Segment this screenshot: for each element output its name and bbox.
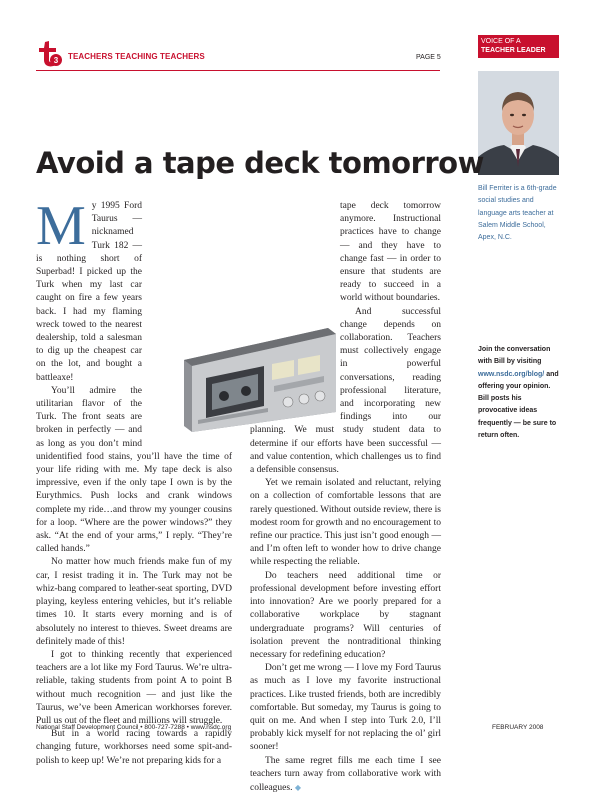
paragraph: And successful change depends on collaboration. Teachers must collectively engage in powerful conversations, reading professional literature, and incorporating new findings into our planning. We must study student data to determine if our efforts have been successful — and value contention, which challenges us to find a defensible consensus.: [250, 306, 441, 476]
drop-cap: M: [36, 195, 86, 257]
blog-invitation: [478, 344, 562, 442]
t3-logo: [36, 40, 62, 68]
paragraph: tape deck tomorrow anymore. Instructional practices have to change — and they have to change fast — in order to ensure that students are ready to succeed in a world without boundaries.: [340, 201, 441, 304]
author-photo: [478, 71, 559, 175]
article-headline: Avoid a tape deck tomorrow: [36, 146, 484, 180]
paragraph: But in a world racing towards a rapidly changing future, workhorses need some spit-and-polish to keep up! We’re not preparing kids for a: [36, 729, 232, 766]
paragraph: I got to thinking recently that experienced teachers are a lot like my Ford Taurus. We’re ultra-reliable, taking students from point A to point B without much recognition — and just like the Taurus, we’ve been American workhorses forever. Pull us out of the fleet and millions will struggle.: [36, 649, 232, 726]
author-bio: Bill Ferriter is a 6th-grade social studies and language arts teacher at Salem Middle School, Apex, N.C.: [478, 185, 557, 242]
article-column-1: [36, 195, 232, 768]
column-badge: [478, 35, 559, 58]
section-title: TEACHERS TEACHING TEACHERS: [68, 52, 205, 61]
page-number: PAGE 5: [416, 54, 441, 61]
paragraph: [250, 755, 441, 795]
tape-deck-image: [178, 320, 340, 438]
blog-link[interactable]: www.nsdc.org/blog/: [478, 370, 545, 378]
footer-date: FEBRUARY 2008: [492, 724, 544, 731]
badge-line2: TEACHER LEADER: [481, 47, 546, 54]
paragraph: No matter how much friends make fun of my car, I resist trading it in. The Turk may not be whiz-bang compared to leather-seat sporting, DVD playing, keyless entering vehicles, but it’s reliable times 10. It starts every morning and is of absolutely no interest to thieves. Sweet dreams are definitely made of this!: [36, 557, 232, 647]
footer-publisher: National Staff Development Council • 800-727-7288 • www.nsdc.org: [36, 724, 232, 731]
closing-text: The same regret fills me each time I see teachers turn away from collaborative work with colleagues.: [250, 755, 441, 793]
header-divider: [36, 70, 440, 71]
paragraph: You’ll admire the utilitarian flavor of the Turk. The front seats are broken in perfectly — and as long as you don’t mind unidentified food stains, you’ll have the time of your life riding with me. My tape deck is also impressive, even if the only tape I own is by the Eurythmics. Push locks and crank windows complete my ride…and throw my younger cousins for a loop. “Where are the power windows?” they ask. “At the end of your arms,” I reply. “They’re called hands.”: [36, 385, 232, 555]
join-text-after: and offering your opinion. Bill posts his provocative ideas frequently — be sure to return often.: [478, 370, 559, 440]
badge-line1: VOICE OF A: [481, 38, 521, 45]
paragraph: Don’t get me wrong — I love my Ford Taurus as much as I love my favorite instructional practices. Like trusted friends, both are incredibly comfortable. But someday, my Taurus is going to quit on me. And when I step into Turk 2.0, I’ll probably kick myself for not replacing the ol’ girl sooner!: [250, 663, 441, 753]
paragraph: y 1995 Ford Taurus — nicknamed Turk 182 — is nothing short of Superbad! I picked up the Turk when my last car caught on fire a few years back. I had my flaming wreck towed to the nearest dealership, told a salesman to dig up the cheapest car on the lot, and bought a battleaxe!: [36, 201, 142, 383]
logo-mark: 3: [53, 56, 59, 65]
paragraph: Yet we remain isolated and reluctant, relying on a collection of comfortable lessons that are rarely questioned. Without outside review, there is modest room for growth and no encouragement to refine our practice. This just isn’t good enough — and I’m often left to wonder how to drive change while respecting the reliable.: [250, 478, 441, 568]
paragraph: Do teachers need additional time or professional development before investing effort into innovation? Are we poorly prepared for a collaborative workplace by stagnant undergraduate programs? Will centuries of isolation prevent the nontraditional thinking necessary for redefining education?: [250, 570, 441, 660]
join-text: Join the conversation with Bill by visiting: [478, 346, 551, 366]
article-column-2: [250, 200, 441, 795]
end-mark-icon: ◆: [294, 782, 301, 792]
